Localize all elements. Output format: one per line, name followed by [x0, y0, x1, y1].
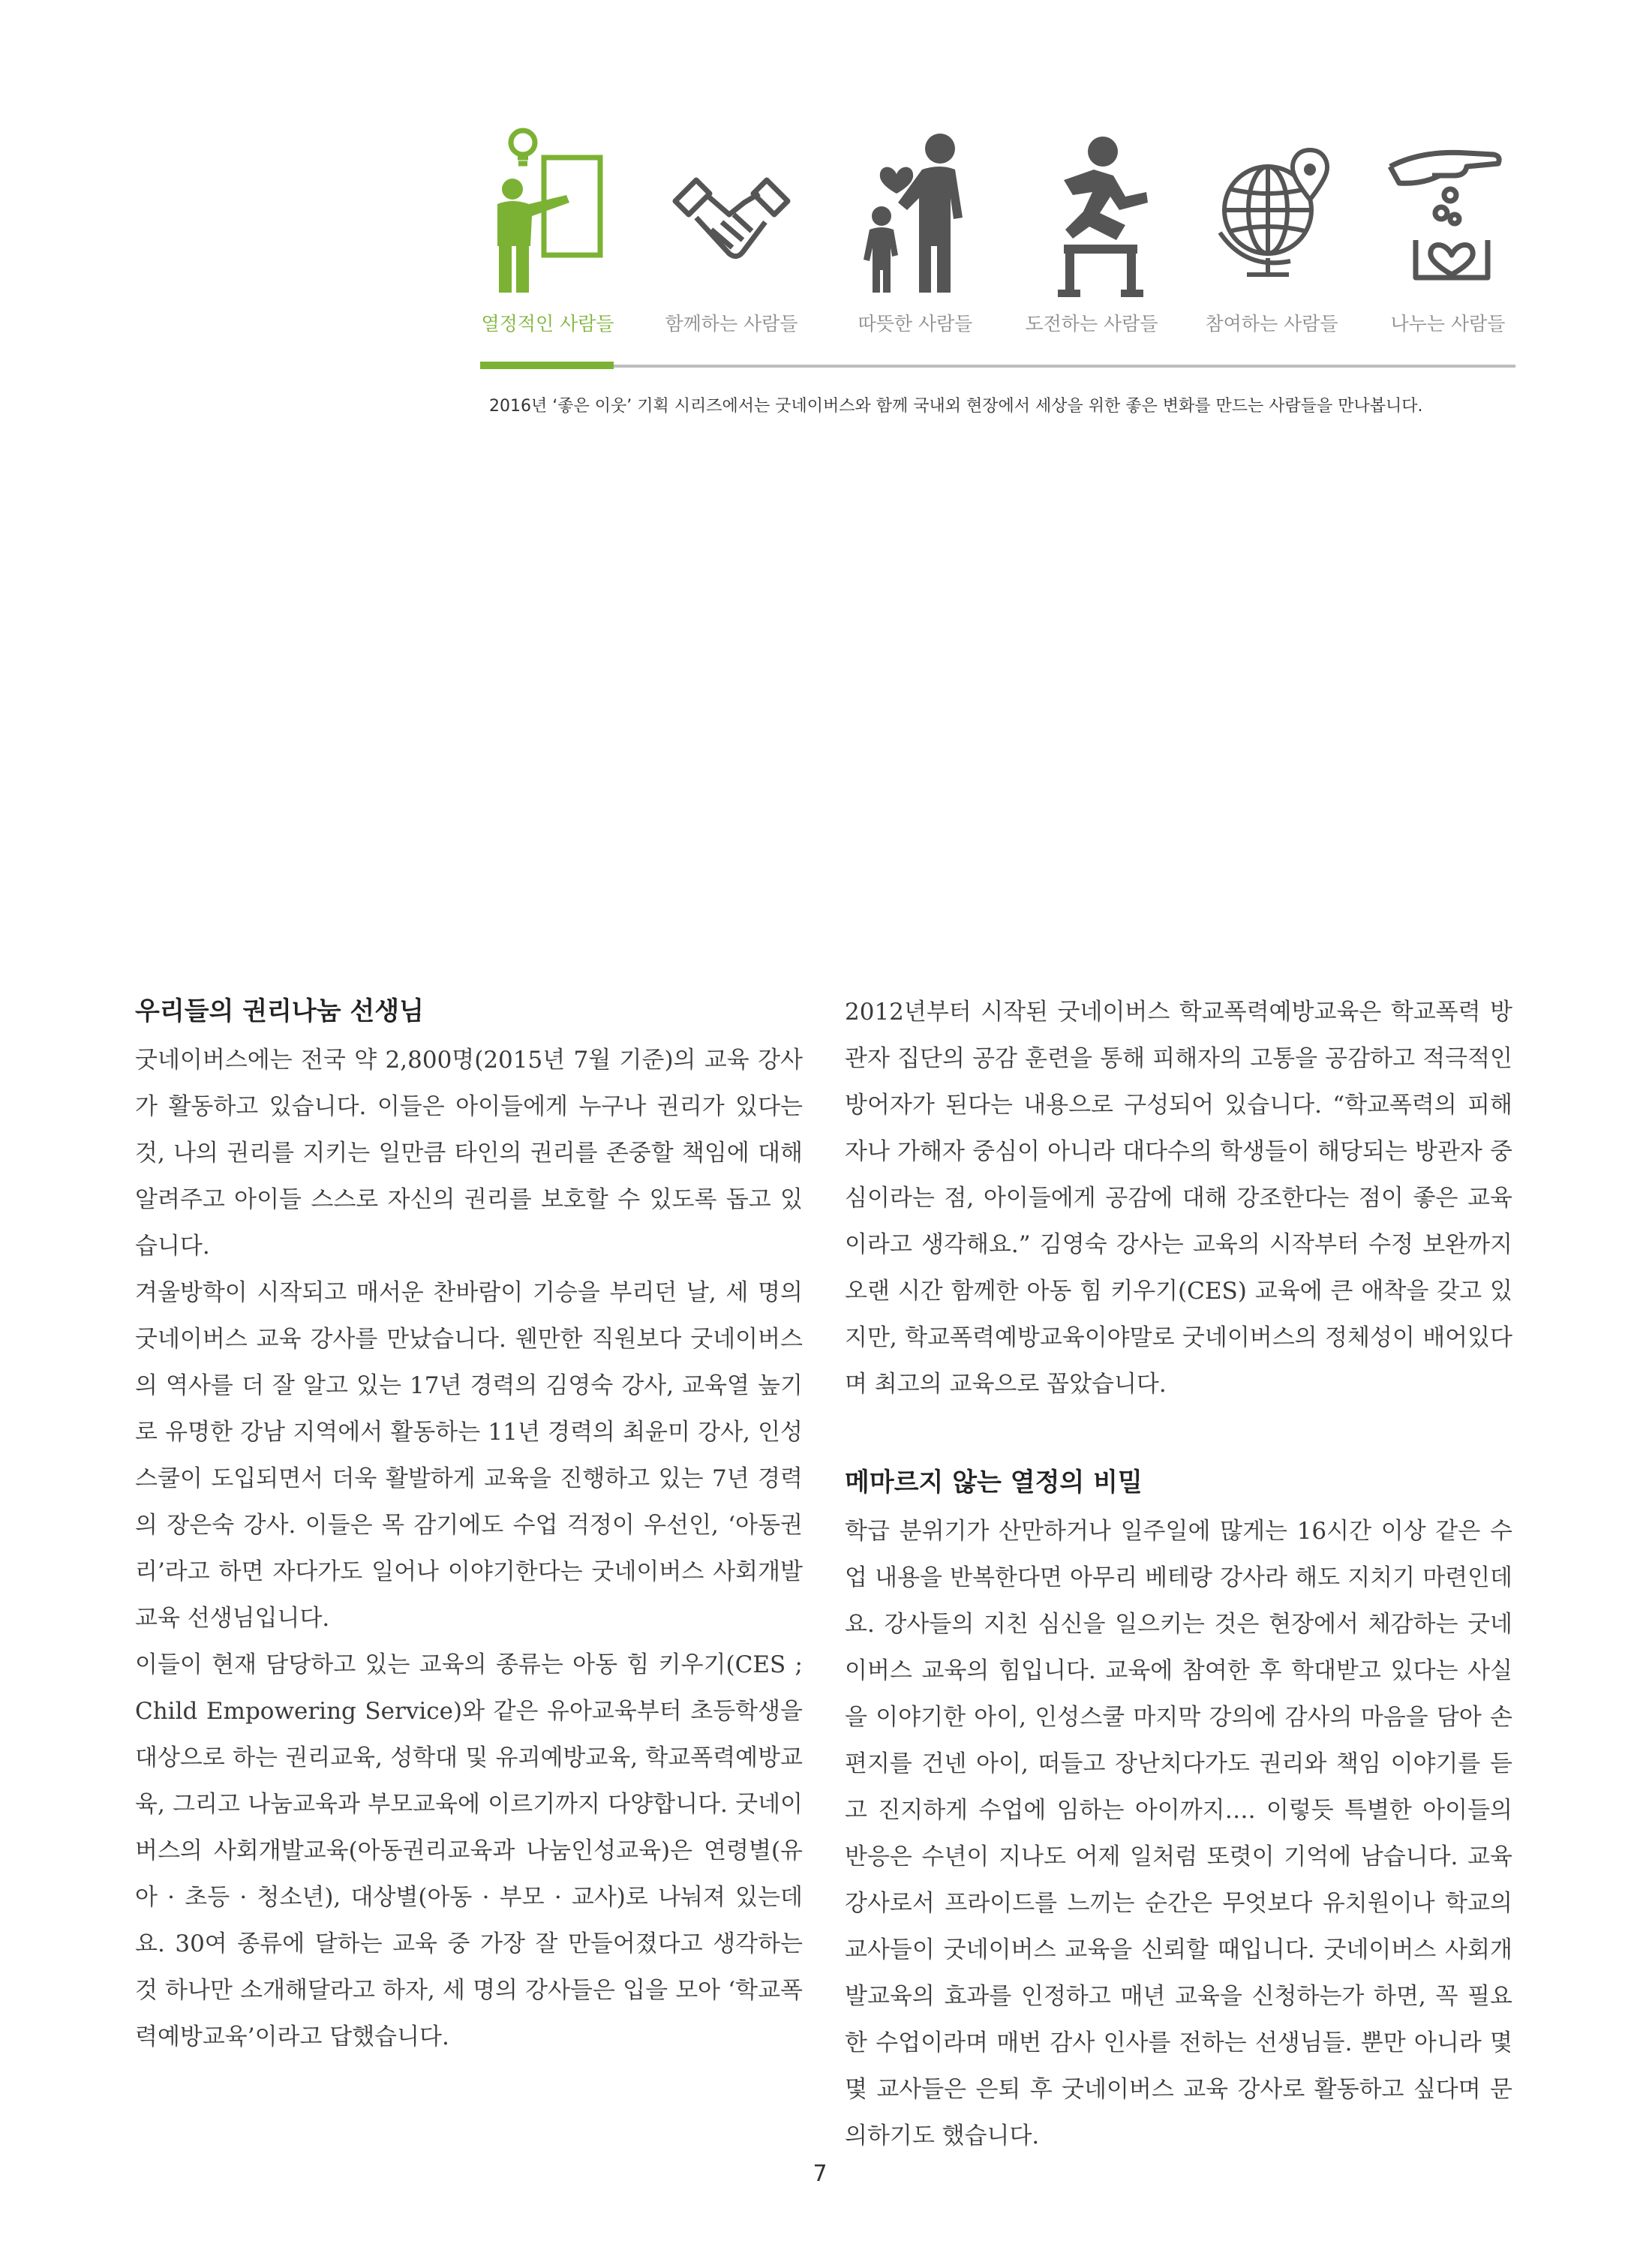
category-label: 나누는 사람들: [1390, 313, 1506, 335]
category-nav: [480, 120, 1515, 375]
category-together[interactable]: [649, 120, 814, 336]
hurdle-runner-icon: [1020, 120, 1163, 300]
series-intro: 2016년 ‘좋은 이웃’ 기획 시리즈에서는 굿네이버스와 함께 국내외 현장에서 세상을 위한 좋은 변화를 만드는 사람들을 만나봅니다.: [489, 397, 1423, 416]
page-number: 7: [812, 2161, 828, 2187]
paragraph: 굿네이버스에는 전국 약 2,800명(2015년 7월 기준)의 교육 강사가 활동하고 있습니다. 이들은 아이들에게 누구나 권리가 있다는 것, 나의 권리를 지키는 일만큼 타인의 권리를 존중할 책임에 대해 알려주고 아이들 스스로 자신의 권리를 보호할 수 있도록 돕고 있습니다.: [135, 1047, 803, 1260]
teacher-board-icon: [476, 120, 619, 300]
category-label: 참여하는 사람들: [1205, 313, 1338, 335]
globe-pin-icon: [1200, 120, 1343, 300]
category-divider: [480, 365, 1515, 368]
section-heading: 우리들의 권리나눔 선생님: [135, 996, 424, 1026]
handshake-icon: [660, 120, 803, 300]
article-column-left: [135, 989, 803, 2060]
category-passionate[interactable]: [465, 120, 630, 336]
category-participate[interactable]: [1189, 120, 1354, 336]
category-label: 열정적인 사람들: [481, 313, 614, 335]
hand-heart-icon: [1377, 120, 1519, 300]
section-heading: 메마르지 않는 열정의 비밀: [845, 1467, 1143, 1497]
adult-child-heart-icon: [844, 120, 987, 300]
article-column-right: [845, 989, 1512, 2159]
section-spacer: [845, 1407, 1512, 1460]
paragraph: 2012년부터 시작된 굿네이버스 학교폭력예방교육은 학교폭력 방관자 집단의 공감 훈련을 통해 피해자의 고통을 공감하고 적극적인 방어자가 된다는 내용으로 구성되어 있습니다. “학교폭력의 피해자나 가해자 중심이 아니라 대다수의 학생들이 해당되는 방관자 중심이라는 점, 아이들에게 공감에 대해 강조한다는 점이 좋은 교육이라고 생각해요.” 김영숙 강사는 교육의 시작부터 수정 보완까지 오랜 시간 함께한 아동 힘 키우기(CES) 교육에 큰 애착을 갖고 있지만, 학교폭력예방교육이야말로 굿네이버스의 정체성이 배어있다며 최고의 교육으로 꼽았습니다.: [845, 999, 1512, 1398]
paragraph: 학급 분위기가 산만하거나 일주일에 많게는 16시간 이상 같은 수업 내용을 반복한다면 아무리 베테랑 강사라 해도 지치기 마련인데요. 강사들의 지친 심신을 일으키는 것은 현장에서 체감하는 굿네이버스 교육의 힘입니다. 교육에 참여한 후 학대받고 있다는 사실을 이야기한 아이, 인성스쿨 마지막 강의에 감사의 마음을 담아 손편지를 건넨 아이, 떠들고 장난치다가도 권리와 책임 이야기를 듣고 진지하게 수업에 임하는 아이까지…. 이렇듯 특별한 아이들의 반응은 수년이 지나도 어제 일처럼 또렷이 기억에 남습니다. 교육 강사로서 프라이드를 느끼는 순간은 무엇보다 유치원이나 학교의 교사들이 굿네이버스 교육을 신뢰할 때입니다. 굿네이버스 사회개발교육의 효과를 인정하고 매년 교육을 신청하는가 하면, 꼭 필요한 수업이라며 매번 감사 인사를 전하는 선생님들. 뿐만 아니라 몇몇 교사들은 은퇴 후 굿네이버스 교육 강사로 활동하고 싶다며 문의하기도 했습니다.: [845, 1518, 1512, 2149]
category-label: 함께하는 사람들: [665, 313, 798, 335]
category-label: 도전하는 사람들: [1025, 313, 1158, 335]
active-category-indicator: [480, 362, 614, 369]
category-share[interactable]: [1365, 120, 1530, 336]
paragraph: 이들이 현재 담당하고 있는 교육의 종류는 아동 힘 키우기(CES ; Child Empowering Service)와 같은 유아교육부터 초등학생을 대상으로 하는 권리교육, 성학대 및 유괴예방교육, 학교폭력예방교육, 그리고 나눔교육과 부모교육에 이르기까지 다양합니다. 굿네이버스의 사회개발교육(아동권리교육과 나눔인성교육)은 연령별(유아 · 초등 · 청소년), 대상별(아동 · 부모 · 교사)로 나눠져 있는데요. 30여 종류에 달하는 교육 중 가장 잘 만들어졌다고 생각하는 것 하나만 소개해달라고 하자, 세 명의 강사들은 입을 모아 ‘학교폭력예방교육’이라고 답했습니다.: [135, 1651, 803, 2050]
category-warm[interactable]: [833, 120, 998, 336]
paragraph: 겨울방학이 시작되고 매서운 찬바람이 기승을 부리던 날, 세 명의 굿네이버스 교육 강사를 만났습니다. 웬만한 직원보다 굿네이버스의 역사를 더 잘 알고 있는 17년 경력의 김영숙 강사, 교육열 높기로 유명한 강남 지역에서 활동하는 11년 경력의 최윤미 강사, 인성스쿨이 도입되면서 더욱 활발하게 교육을 진행하고 있는 7년 경력의 장은숙 강사. 이들은 목 감기에도 수업 걱정이 우선인, ‘아동권리’라고 하면 자다가도 일어나 이야기한다는 굿네이버스 사회개발교육 선생님입니다.: [135, 1279, 803, 1632]
category-challenge[interactable]: [1009, 120, 1174, 336]
category-label: 따뜻한 사람들: [858, 313, 973, 335]
